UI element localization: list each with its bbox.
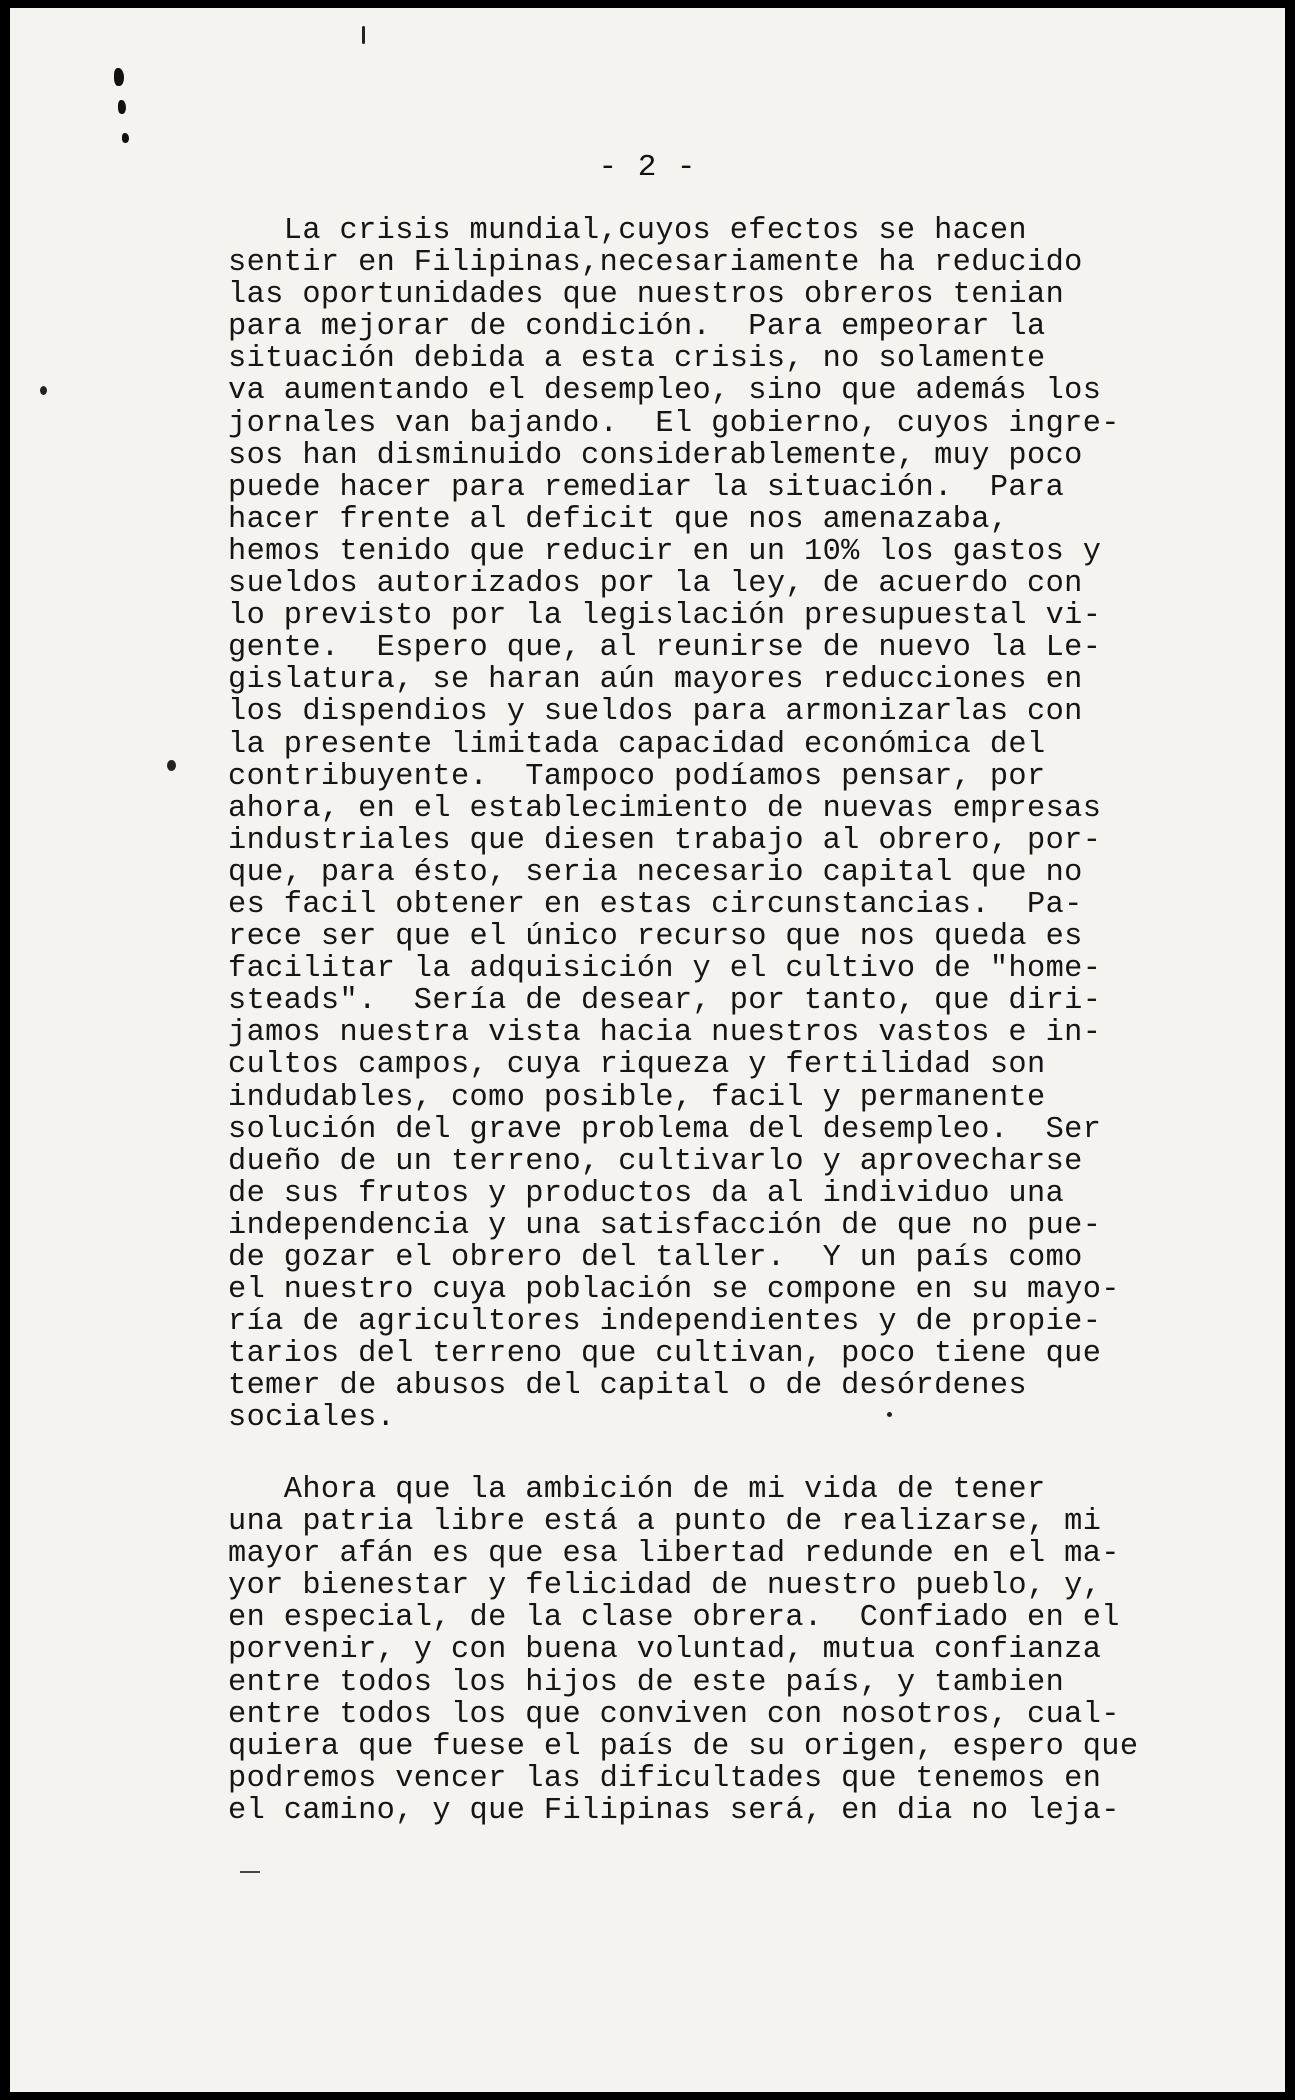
text-line: de gozar el obrero del taller. Y un país como	[228, 1241, 1083, 1275]
scan-border-top	[0, 0, 1295, 8]
text-line: ahora, en el establecimiento de nuevas empresas	[228, 791, 1102, 826]
text-line: solución del grave problema del desempleo. Ser	[228, 1112, 1102, 1147]
page-number: - 2 -	[598, 150, 697, 185]
text-line: una patria libre está a punto de realizarse, mi	[228, 1505, 1102, 1540]
text-line: facilitar la adquisición y el cultivo de "home-	[228, 952, 1102, 987]
text-line: que, para ésto, seria necesario capital que no	[228, 855, 1083, 890]
text-line: jamos nuestra vista hacia nuestros vastos e in-	[228, 1016, 1102, 1051]
text-line: porvenir, y con buena voluntad, mutua confianza	[228, 1633, 1102, 1668]
scan-speck	[362, 26, 365, 44]
text-line: jornales van bajando. El gobierno, cuyos ingre-	[228, 406, 1120, 441]
text-line: quiera que fuese el país de su origen, espero que	[228, 1729, 1139, 1764]
text-line: para mejorar de condición. Para empeorar la	[228, 310, 1046, 345]
text-line: steads". Sería de desear, por tanto, que diri-	[228, 984, 1102, 1019]
scan-speck	[40, 386, 47, 395]
text-line: podremos vencer las dificultades que tenemos en	[228, 1761, 1102, 1796]
text-line: independencia y una satisfacción de que no pue-	[228, 1208, 1102, 1243]
text-line: sueldos autorizados por la ley, de acuerdo con	[228, 567, 1083, 602]
text-line: entre todos los hijos de este país, y tambien	[228, 1665, 1065, 1700]
text-line: de sus frutos y productos da al individuo una	[228, 1176, 1065, 1211]
text-line: hacer frente al deficit que nos amenazaba,	[228, 502, 1009, 537]
scan-mark	[240, 1871, 260, 1873]
text-line: mayor afán es que esa libertad redunde en el ma-	[228, 1537, 1120, 1572]
text-line: indudables, como posible, facil y permanente	[228, 1080, 1046, 1115]
text-line: las oportunidades que nuestros obreros tenian	[228, 278, 1065, 313]
text-line: gente. Espero que, al reunirse de nuevo la Le-	[228, 631, 1102, 666]
scan-speck	[167, 760, 176, 771]
text-line: entre todos los que conviven con nosotros, cual-	[228, 1697, 1120, 1732]
text-line: va aumentando el desempleo, sino que además los	[228, 374, 1102, 409]
ink-blot	[114, 68, 124, 86]
text-line: Ahora que la ambición de mi vida de tener	[228, 1473, 1046, 1507]
text-line: el camino, y que Filipinas será, en dia no leja-	[228, 1793, 1120, 1828]
text-line: el nuestro cuya población se compone en su mayo-	[228, 1273, 1120, 1308]
text-line: tarios del terreno que cultivan, poco tiene que	[228, 1337, 1102, 1372]
ink-blot	[118, 100, 126, 114]
text-line: industriales que diesen trabajo al obrero, por-	[228, 823, 1102, 858]
text-line: la presente limitada capacidad económica del	[228, 727, 1046, 762]
text-line: La crisis mundial,cuyos efectos se hacen	[228, 214, 1027, 248]
document-page	[10, 8, 1285, 2092]
ink-blot	[122, 133, 129, 143]
text-line: cultos campos, cuya riqueza y fertilidad son	[228, 1048, 1046, 1083]
scan-speck	[887, 1412, 892, 1417]
text-line: puede hacer para remediar la situación. Para	[228, 470, 1065, 505]
text-line: es facil obtener en estas circunstancias. Pa-	[228, 887, 1083, 922]
text-line: gislatura, se haran aún mayores reducciones en	[228, 663, 1083, 698]
text-line: los dispendios y sueldos para armonizarlas con	[228, 695, 1083, 730]
text-line: sos han disminuido considerablemente, muy poco	[228, 438, 1083, 473]
text-line: hemos tenido que reducir en un 10% los gastos y	[228, 534, 1102, 569]
text-line: ría de agricultores independientes y de propie-	[228, 1305, 1102, 1340]
paragraph-2	[228, 1474, 1208, 1827]
text-line: lo previsto por la legislación presupuestal vi-	[228, 599, 1102, 634]
text-line: dueño de un terreno, cultivarlo y aprovecharse	[228, 1144, 1083, 1179]
text-line: rece ser que el único recurso que nos queda es	[228, 920, 1083, 955]
text-line: sociales.	[228, 1401, 396, 1436]
text-line: en especial, de la clase obrera. Confiado en el	[228, 1601, 1120, 1636]
text-line: situación debida a esta crisis, no solamente	[228, 342, 1046, 377]
text-line: contribuyente. Tampoco podíamos pensar, por	[228, 759, 1046, 794]
paragraph-1	[228, 215, 1208, 1435]
text-line: sentir en Filipinas,necesariamente ha reducido	[228, 246, 1083, 281]
text-line: temer de abusos del capital o de desórdenes	[228, 1369, 1027, 1404]
text-line: yor bienestar y felicidad de nuestro pueblo, y,	[228, 1569, 1102, 1604]
